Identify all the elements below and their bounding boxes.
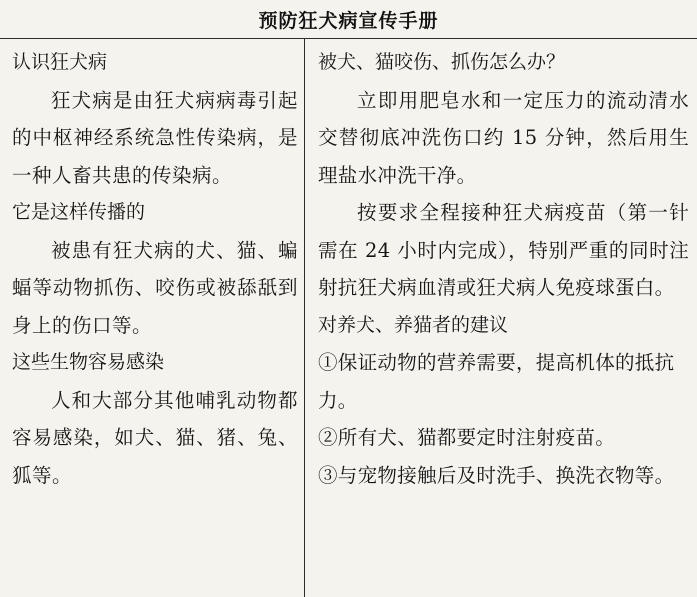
title-bar — [0, 0, 697, 39]
right-column — [306, 38, 697, 597]
list-item: ③与宠物接触后及时洗手、换洗衣物等。 — [318, 463, 675, 487]
section-text: 狂犬病是由狂犬病病毒引起的中枢神经系统急性传染病，是一种人畜共患的传染病。 — [12, 88, 298, 187]
section-bite-treatment — [318, 44, 689, 307]
section-text: 立即用肥皂水和一定压力的流动清水交替彻底冲洗伤口约 15 分钟，然后用生理盐水冲洗干净。 — [318, 88, 689, 187]
section-heading: 认识狂犬病 — [12, 51, 108, 73]
list-item: ①保证动物的营养需要，提高机体的抵抗力。 — [318, 351, 675, 412]
section-heading: 对养犬、养猫者的建议 — [318, 313, 509, 336]
section-text: 人和大部分其他哺乳动物都容易感染，如犬、猫、猪、兔、狐等。 — [12, 388, 298, 487]
section-know-rabies — [12, 44, 298, 194]
section-susceptible — [12, 344, 298, 494]
section-heading: 被犬、猫咬伤、抓伤怎么办？ — [318, 51, 566, 73]
column-divider — [304, 38, 305, 597]
list-item: ②所有犬、猫都要定时注射疫苗。 — [318, 426, 616, 449]
section-text-vaccine: 按要求全程接种狂犬病疫苗（第一针需在 24 小时内完成），特别严重的同时注射抗狂犬病血清或狂犬病人免疫球蛋白。 — [318, 201, 689, 299]
page-title: 预防狂犬病宣传手册 — [258, 9, 439, 32]
section-text: 被患有狂犬病的犬、猫、蝙蝠等动物抓伤、咬伤或被舔舐到身上的伤口等。 — [12, 238, 298, 337]
section-heading: 这些生物容易感染 — [12, 351, 165, 373]
section-owner-advice — [318, 307, 689, 495]
section-transmission — [12, 194, 298, 344]
section-heading: 它是这样传播的 — [12, 201, 146, 223]
left-column — [0, 38, 304, 597]
